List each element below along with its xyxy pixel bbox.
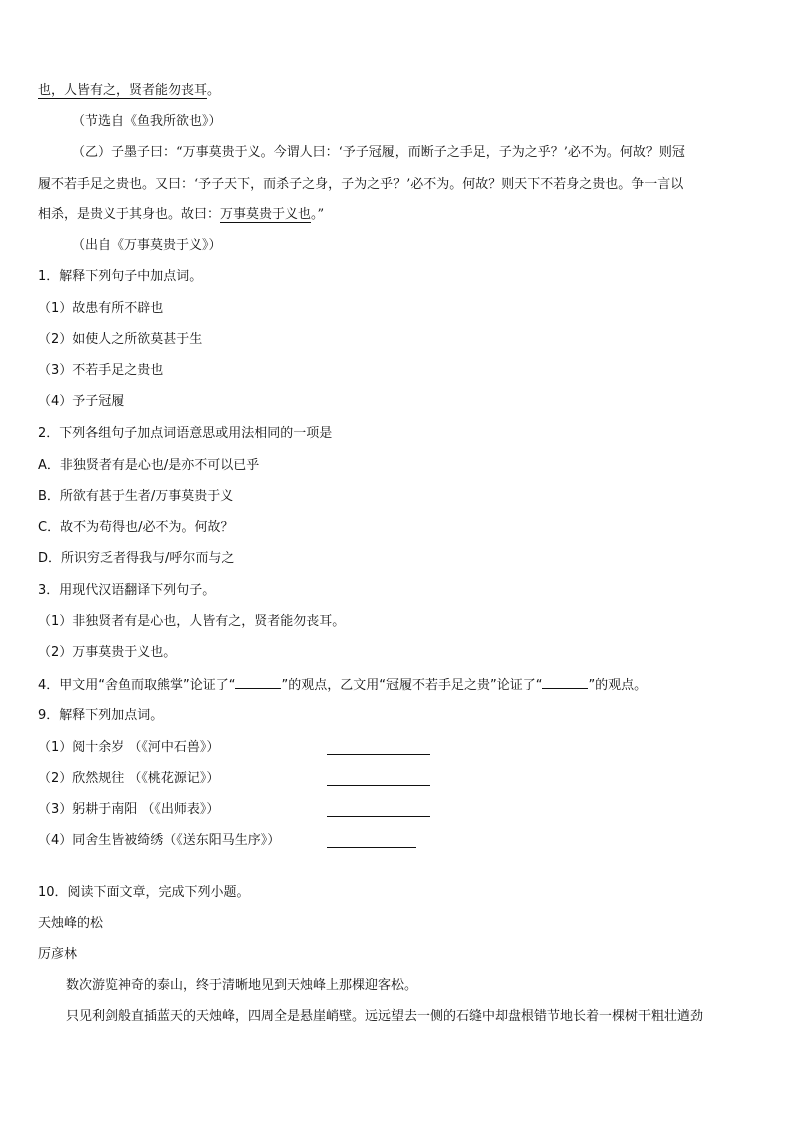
- passage-b-line3-pre: 相杀，是贵义于其身也。故曰：: [38, 207, 221, 222]
- q4-part2: ”的观点，乙文用“冠履不若手足之贵”论证了“: [281, 678, 543, 693]
- q2-stem: 2．下列各组句子加点词语意思或用法相同的一项是: [38, 426, 333, 441]
- q1-item: （2）如使人之所欲莫甚于生: [38, 332, 203, 347]
- article-author: 厉彦林: [38, 947, 78, 962]
- passage-b-underlined: 万事莫贵于义也: [220, 207, 312, 222]
- source-a: （节选自《鱼我所欲也》）: [72, 114, 222, 129]
- passage-a-underlined: 也，人皆有之，贤者能勿丧耳: [38, 83, 208, 98]
- passage-b-line3-post: 。”: [311, 207, 325, 222]
- q9-item: （4）同舍生皆被绮绣（《送东阳马生序》）: [38, 833, 281, 848]
- q9-item: （1）阅十余岁 （《河中石兽》）: [38, 740, 220, 755]
- q4-part1: 4．甲文用“舍鱼而取熊掌”论证了“: [38, 678, 236, 693]
- q3-item: （2）万事莫贵于义也。: [38, 645, 177, 660]
- q1-stem: 1．解释下列句子中加点词。: [38, 269, 203, 284]
- q3-item: （1）非独贤者有是心也，人皆有之，贤者能勿丧耳。: [38, 614, 346, 629]
- q3-stem: 3．用现代汉语翻译下列句子。: [38, 583, 216, 598]
- q2-option-b: B．所欲有甚于生者/万事莫贵于义: [38, 489, 234, 504]
- q9-item: （3）躬耕于南阳 （《出师表》）: [38, 802, 220, 817]
- q4-blank-2[interactable]: [542, 675, 588, 689]
- passage-b-line2: 履不若手足之贵也。又曰：‘予子天下，而杀子之身，子为之乎？’必不为。何故？则天下不若身之贵也。争一言以: [38, 177, 684, 192]
- article-para-2: 只见利剑般直插蓝天的天烛峰，四周全是悬崖峭壁。远远望去一侧的石缝中却盘根错节地长着一棵树干粗壮遒劲: [66, 1009, 704, 1024]
- q9-item: （2）欣然规往 （《桃花源记》）: [38, 771, 220, 786]
- q4-line: [38, 675, 647, 695]
- q2-option-c: C．故不为苟得也/必不为。何故？: [38, 520, 234, 535]
- q1-item: （4）予子冠履: [38, 394, 125, 409]
- q2-option-a: A．非独贤者有是心也/是亦不可以已乎: [38, 458, 260, 473]
- article-para-1: 数次游览神奇的泰山，终于清晰地见到天烛峰上那棵迎客松。: [66, 978, 418, 993]
- q1-item: （3）不若手足之贵也: [38, 363, 164, 378]
- q4-part3: ”的观点。: [588, 678, 648, 693]
- q9-answer-line-4[interactable]: [327, 846, 416, 848]
- passage-b-line1: （乙）子墨子曰：“万事莫贵于义。今谓人曰：‘予子冠履，而断子之手足，子为之乎？’必不为。何故？则冠: [72, 145, 685, 160]
- q1-item: （1）故患有所不辟也: [38, 301, 164, 316]
- q9-stem: 9．解释下列加点词。: [38, 708, 164, 723]
- q10-stem: 10．阅读下面文章，完成下列小题。: [38, 885, 250, 900]
- passage-a-tail: [38, 82, 220, 100]
- source-b: （出自《万事莫贵于义》）: [72, 238, 222, 253]
- passage-a-end: 。: [207, 83, 221, 98]
- q2-option-d: D．所识穷乏者得我与/呼尔而与之: [38, 551, 235, 566]
- q9-answer-line-1[interactable]: [327, 753, 430, 755]
- q9-answer-line-3[interactable]: [327, 815, 430, 817]
- article-title: 天烛峰的松: [38, 916, 104, 931]
- passage-b-line3: [38, 206, 324, 224]
- q9-answer-line-2[interactable]: [327, 784, 430, 786]
- q4-blank-1[interactable]: [235, 675, 281, 689]
